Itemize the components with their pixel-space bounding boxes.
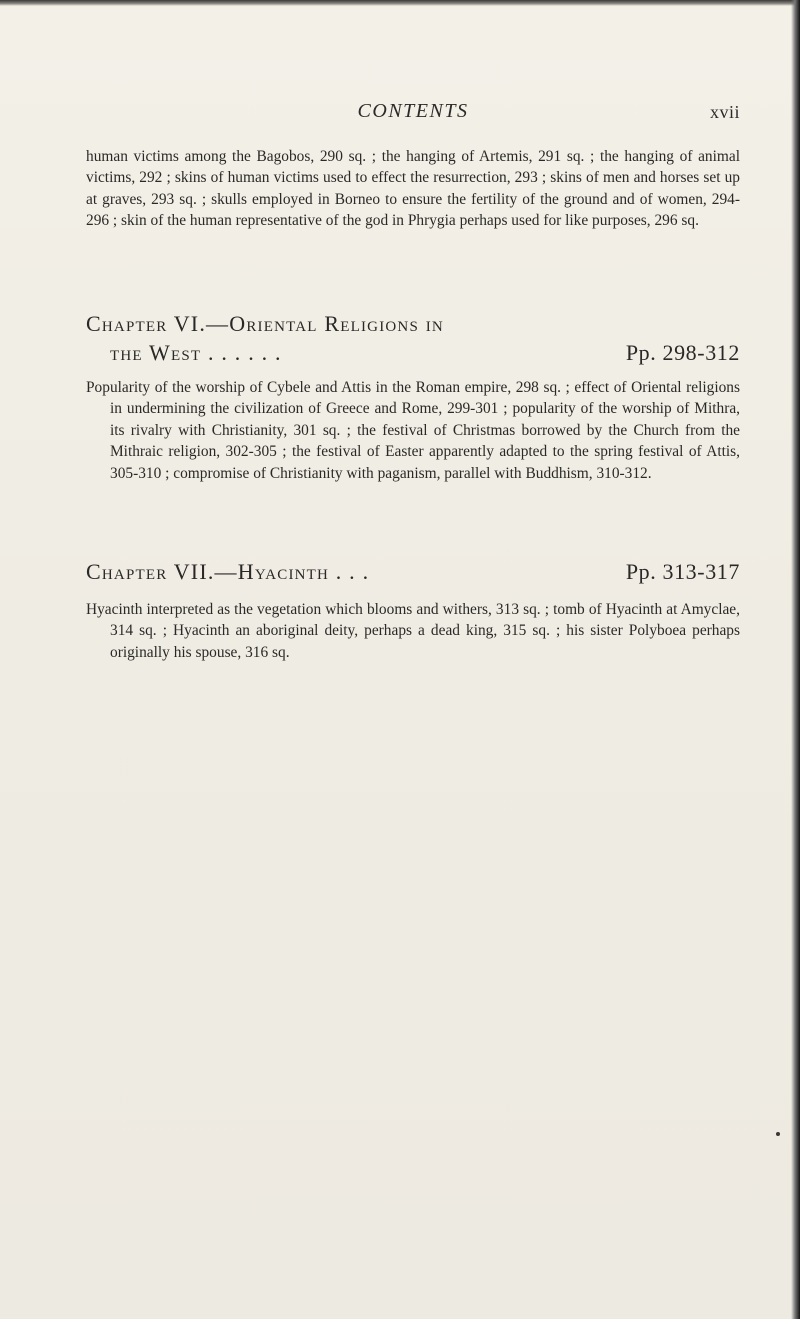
page-top-edge: [0, 0, 800, 6]
ink-speck: [776, 1132, 780, 1136]
chapter-heading-line-1: [86, 557, 740, 586]
chapter-summary-vi: Popularity of the worship of Cybele and Attis in the Roman empire, 298 sq. ; effect of Oriental religions in undermining the civilization of Greece and Rome, 299-301 ; popularity of the worship of Mithra, its rivalry with Christianity, 301 sq. ; the festival of Christmas borrowed by the Church from the Mithraic religion, 302-305 ; the festival of Easter apparently adapted to the spring festival of Attis, 305-310 ; compromise of Christianity with paganism, parallel with Buddhism, 310-312.: [86, 379, 740, 482]
intro-paragraph: human victims among the Bagobos, 290 sq. ; the hanging of Artemis, 291 sq. ; the hanging of animal victims, 292 ; skins of human victims used to effect the resurrection, 293 ; skins of men and horses set up at graves, 293 sq. ; skulls employed in Borneo to ensure the fertility of the ground and of women, 294-296 ; skin of the human representative of the god in Phrygia perhaps used for like purposes, 296 sq.: [86, 148, 740, 230]
chapter-page-range: Pp. 313-317: [625, 559, 740, 584]
chapter-summary-vii: Hyacinth interpreted as the vegetation which blooms and withers, 313 sq. ; tomb of Hyacinth at Amyclae, 314 sq. ; Hyacinth an aboriginal deity, perhaps a dead king, 315 sq. ; his sister Polyboea perhaps originally his spouse, 316 sq.: [86, 601, 740, 661]
running-head: CONTENTS: [357, 100, 469, 122]
chapter-heading-vi: [86, 309, 740, 367]
chapter-heading-line-2-text: the West . . . . . .: [110, 340, 282, 365]
chapter-heading-line-2: [86, 338, 740, 367]
chapter-heading-vii: [86, 557, 740, 586]
page-number: xvii: [709, 102, 740, 122]
chapter-page-range: Pp. 298-312: [625, 340, 740, 365]
page-header: [86, 100, 740, 130]
chapter-heading-line-1-text: Chapter VII.—Hyacinth . . .: [86, 559, 370, 584]
chapter-heading-line-1: Chapter VI.—Oriental Religions in: [86, 311, 444, 336]
page-binding-edge: [791, 0, 800, 1319]
